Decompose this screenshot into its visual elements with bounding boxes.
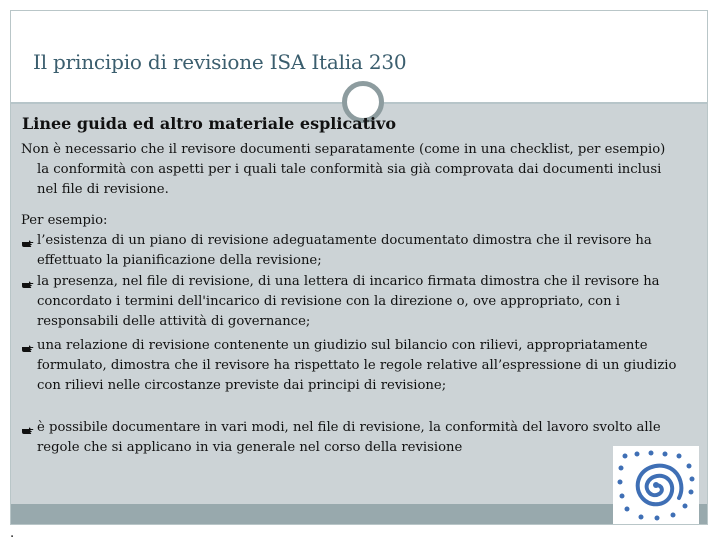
pointing-hand-icon [21,423,34,433]
bullet-item [21,272,681,333]
slide-title: Il principio di revisione ISA Italia 230 [33,50,407,74]
footer-mark: . [10,526,15,541]
bullet-item [21,336,681,397]
bullet-text: la presenza, nel file di revisione, di una lettera di incarico firmata dimostra che il revisore ha concordato i termini dell'incarico di revisione con la direzione o, ove appropriato, con i responsabili delle attività di governance; [37,274,660,330]
bullet-text: è possibile documentare in vari modi, nel file di revisione, la conformità del lavoro svolto alle regole che si applicano in via generale nel corso della revisione [37,420,661,456]
pointing-hand-icon [21,341,34,351]
pointing-hand-icon [21,277,34,287]
intro-paragraph [21,140,671,201]
bullet-text: l’esistenza di un piano di revisione adeguatamente documentato dimostra che il revisore ha effettuato la pianificazione della revisione; [37,233,652,269]
example-label: Per esempio: [21,213,108,228]
spiral-logo-icon [613,446,699,524]
bottom-band [11,504,707,524]
bullet-item [21,418,681,458]
slide-subtitle: Linee guida ed altro materiale esplicativo [22,114,397,133]
intro-text: Non è necessario che il revisore documenti separatamente (come in una checklist, per esempio) la conformità con aspetti per i quali tale conformità sia già comprovata dai documenti inclusi nel file di revisione. [21,142,666,198]
bullet-item [21,231,681,271]
pointing-hand-icon [21,236,34,246]
bullet-text: una relazione di revisione contenente un giudizio sul bilancio con rilievi, appropriatamente formulato, dimostra che il revisore ha rispettato le regole relative all’espressione di un giudizio con rilievi nelle circostanze previste dai principi di revisione; [37,338,677,394]
